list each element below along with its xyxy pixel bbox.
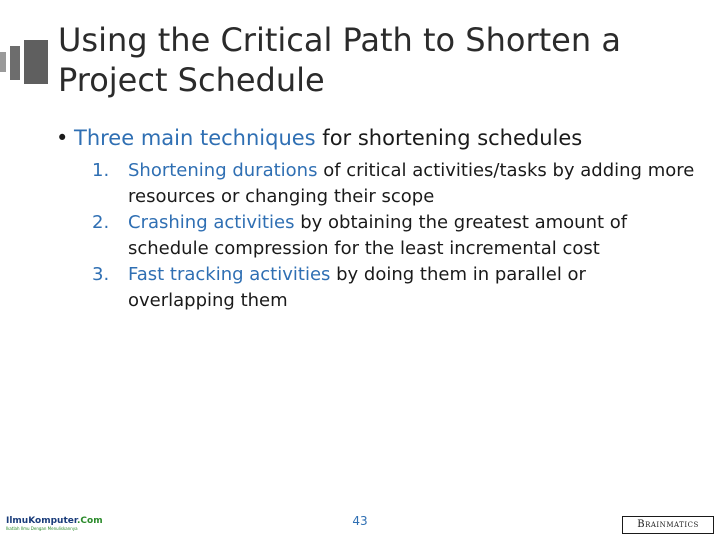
list-number: 2. <box>92 212 110 233</box>
main-bullet <box>56 124 696 152</box>
technique-list <box>92 158 696 314</box>
brainmatics-logo <box>622 516 714 534</box>
list-item <box>92 262 696 314</box>
logo-mid: RAIN <box>645 521 667 529</box>
main-bullet-highlight: Three main techniques <box>74 126 316 150</box>
decor-bar <box>0 52 6 72</box>
logo-rest: MATICS <box>666 521 699 529</box>
slide-content <box>56 124 696 314</box>
list-rest: by doing them in parallel or overlapping them <box>128 264 586 311</box>
list-highlight: Crashing activities <box>128 212 295 233</box>
list-rest: by obtaining the greatest amount of schedule compression for the least incremental cost <box>128 212 628 259</box>
list-text <box>128 210 696 262</box>
logo-tagline: Ikatlah Ilmu Dengan Menuliskannya <box>6 526 78 531</box>
logo-name-part1: IlmuKomputer <box>6 516 78 526</box>
slide-title: Using the Critical Path to Shorten a Project Schedule <box>58 21 621 99</box>
list-number: 1. <box>92 160 110 181</box>
list-item <box>92 158 696 210</box>
list-rest: of critical activities/tasks by adding more resources or changing their scope <box>128 160 695 207</box>
list-number: 3. <box>92 264 110 285</box>
bullet-dot-icon: • <box>56 126 69 150</box>
list-text <box>128 262 696 314</box>
logo-first-letter: B <box>637 519 646 530</box>
list-text <box>128 158 696 210</box>
list-item <box>92 210 696 262</box>
decor-bar <box>24 40 48 84</box>
logo-name-part2: .Com <box>77 516 103 526</box>
page-number: 43 <box>352 514 368 528</box>
logo-name <box>6 516 103 526</box>
list-highlight: Shortening durations <box>128 160 318 181</box>
main-bullet-rest: for shortening schedules <box>315 126 583 150</box>
main-bullet-text <box>74 124 582 152</box>
title-decoration <box>0 40 52 84</box>
list-highlight: Fast tracking activities <box>128 264 331 285</box>
ilmukomputer-logo <box>6 516 103 536</box>
decor-bar <box>10 46 20 80</box>
